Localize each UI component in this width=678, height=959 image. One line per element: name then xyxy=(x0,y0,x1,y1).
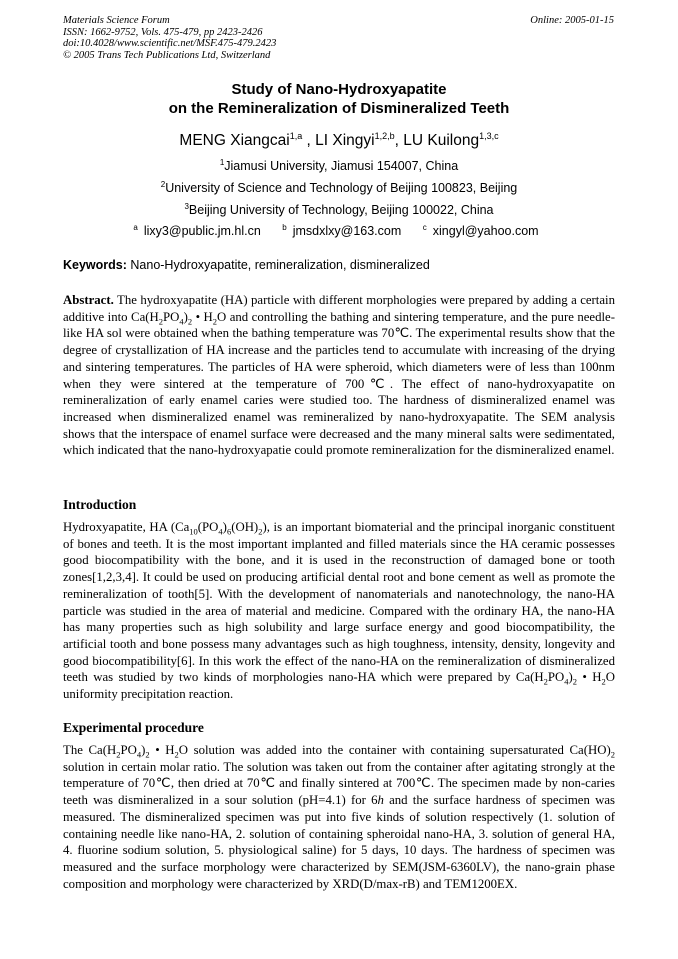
author-2: LI Xingyi xyxy=(315,132,375,150)
keywords-text: Nano-Hydroxyapatite, remineralization, dismineralized xyxy=(130,258,430,272)
copyright-line: © 2005 Trans Tech Publications Ltd, Switzerland xyxy=(63,49,271,61)
doi-line: doi:10.4028/www.scientific.net/MSF.475-479.2423 xyxy=(63,38,277,49)
author-list: MENG Xiangcai$^{1,a}$ , LI Xingyi$^{1,2,b}$, LU Kuilong$^{1,3,c}$ xyxy=(179,131,499,150)
experimental-paragraph: The $Ca(H_2PO_4)_2$ • $H_2O$ solution was added into the container with containing supersaturated $Ca(HO)_2$ solution in certain molar ratio. The solution was taken out from the container after agitating strongly at the temperature of 70℃, then dried at 70℃ and finally sintered at 700℃. The specimen made by non-caries teeth was dismineralized in a sour solution (pH=4.1) for 6h and the surface hardness of specimen was measured. The dismineralized specimen was put into five kinds of solution respectively (1. solution of containing needle like nano-HA, 2. solution of containing spheroidal nano-HA, 3. solution of general HA, 4. fluorine sodium solution, 5. physiological saline) for 5 days, 10 days. The hardness of specimen was measured and the surface morphology were characterized by SEM(JSM-6360LV), the nano-grain phase composition and morphology were characterized by XRD(D/max-rB) and TEM1200EX. xyxy=(63,743,615,891)
issn-line: ISSN: 1662-9752, Vols. 475-479, pp 2423-2426 xyxy=(63,26,263,38)
email-c: $^c$ xingyl@yahoo.com xyxy=(422,223,539,239)
introduction-heading: Introduction xyxy=(63,497,137,512)
author-1: MENG Xiangcai xyxy=(179,132,290,150)
title-line-2: on the Remineralization of Dismineralized Teeth xyxy=(168,100,510,117)
title-line-1: Study of Nano-Hydroxyapatite xyxy=(231,81,447,98)
affiliation-2: $^2$University of Science and Technology of Beijing 100823, Beijing xyxy=(160,180,518,196)
paper-title xyxy=(0,80,678,118)
online-date: Online: 2005-01-15 xyxy=(530,15,614,26)
journal-name: Materials Science Forum xyxy=(63,15,170,26)
experimental-heading: Experimental procedure xyxy=(63,720,204,735)
email-a: $^a$ lixy3@public.jm.hl.cn xyxy=(133,223,261,239)
author-3: LU Kuilong xyxy=(403,132,480,150)
email-b: $^b$ jmsdxlxy@163.com xyxy=(282,223,402,239)
affiliation-1: $^1$Jiamusi University, Jiamusi 154007, China xyxy=(219,158,459,174)
journal-header xyxy=(63,15,276,61)
email-list xyxy=(0,223,678,238)
abstract-paragraph: Abstract. The hydroxyapatite (HA) particle with different morphologies were prepared by adding a certain additive into $Ca(H_2PO_4)_2$ • $H_2O$ and controlling the bathing and sintering temperature, and the pure needle-like HA sol were obtained when the bathing temperature was 70℃. The experimental results show that the degree of crystallization of HA increase and the particles tend to accumulate with increasing of the drying and sintering temperatures. The particles of HA were spheroid, which diameters were of less than 100nm when they were sintered at the temperature of 700℃. The effect of nano-hydroxyapatite on remineralization of early enamel caries were studied too. The hardness of dismineralized enamel was increased when dismineralized enamel was remineralized by nano-hydroxyapatite. The SEM analysis shows that the interspace of enamel surface were decreased and the many mineral salts were sedimentated, which indicated that the nano-hydroxyapatie could promote remineralization for the dismineralized enamel. xyxy=(63,293,616,458)
author-3-sup: 1,3,c xyxy=(479,131,499,141)
keywords-label: Keywords: xyxy=(63,258,127,272)
affiliation-3: $^3$Beijing University of Technology, Beijing 100022, China xyxy=(184,202,494,218)
abstract-label: Abstract. xyxy=(63,293,114,307)
keywords xyxy=(63,258,615,272)
author-2-sup: 1,2,b xyxy=(374,131,395,141)
introduction-paragraph: Hydroxyapatite, HA $(Ca_{10}(PO_4)_6(OH)_2)$, is an important biomaterial and the principal inorganic constituent of bones and teeth. It is the most important implanted and filled materials since the HA ceramic possesses good biocompatibility with the bone, and it is used in the reconstruction of damaged bone or tooth zones[1,2,3,4]. It could be used on producing artificial dental root and bone cement as well as promote the remineralization of tooth[5]. With the development of nanomaterials and nanotechnology, the nano-HA particle was studied in the area of material and medicine. Compared with the ordinary HA, the nano-HA has many properties such as high solubility and large surface energy and good biocompatibility, the artificial tooth and bone possess many advantages such as high toughness, intensity, density, longevity and good biocompatibility[6]. In this work the effect of the nano-HA on the remineralization of dismineralized teeth was studied by two kinds of morphologies nano-HA which were prepared by $Ca(H_2PO_4)_2$ • $H_2O$ uniformity precipitation reaction. xyxy=(63,520,615,702)
author-1-sup: 1,a xyxy=(289,131,303,141)
